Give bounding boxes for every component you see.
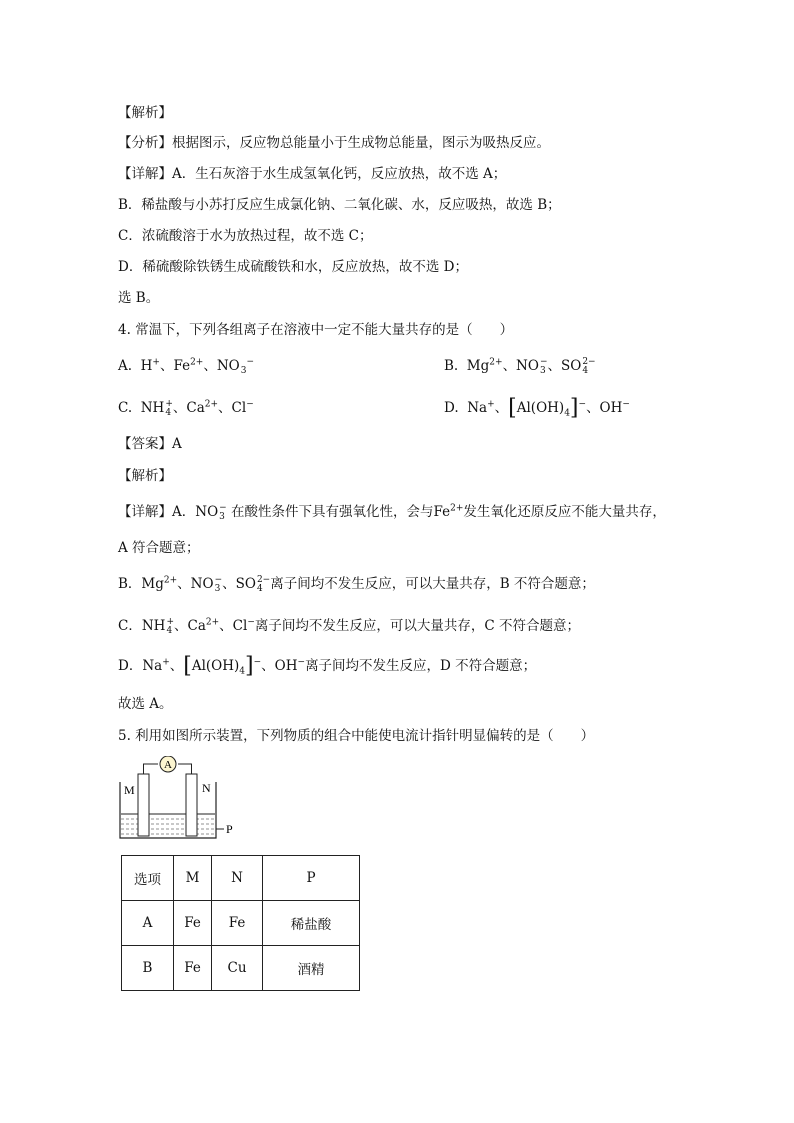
q4-detail-a-cont: A 符合题意；: [118, 540, 200, 556]
electrolyte-liquid: [121, 814, 215, 837]
detail-option-a: 【详解】A．生石灰溶于水生成氢氧化钙，反应放热，故不选 A；: [118, 166, 507, 182]
q4-detail-a: 【详解】A．NO − 3 在酸性条件下具有强氧化性，会与$Fe^{2+}$发生氧化还原反应不能大量共存，: [118, 502, 666, 522]
q4-option-d: D. Na+、$[Al(OH)_4]^-$、OH−: [444, 395, 630, 421]
choose-answer: 选 B。: [118, 290, 160, 306]
table-header: M: [174, 856, 212, 901]
table-header-row: [122, 856, 360, 901]
table-row: [122, 946, 360, 991]
question-4-stem: 4. 常温下，下列各组离子在溶液中一定不能大量共存的是（ ）: [118, 322, 514, 338]
analysis-summary: 【分析】根据图示，反应物总能量小于生成物总能量，图示为吸热反应。: [118, 135, 550, 151]
q4-detail-b: B．$Mg^{2+}$、NO − 3 、SO 2− 4 离子间均不发生反应，可以大量共存，B 不符合题意；: [118, 574, 595, 594]
q4-detail-d: D．Na+、$[Al(OH)_4]^-$、OH−离子间均不发生反应，D 不符合题意；: [118, 653, 537, 679]
detail-option-b: B．稀盐酸与小苏打反应生成氯化钠、二氧化碳、水，反应吸热，故选 B；: [118, 197, 561, 213]
table-cell: 稀盐酸: [263, 901, 360, 946]
q4-analysis-heading: 【解析】: [118, 468, 172, 484]
q4-conclusion: 故选 A。: [118, 696, 173, 712]
table-cell: B: [122, 946, 174, 991]
detail-option-c: C．浓硫酸溶于水为放热过程，故不选 C；: [118, 228, 373, 244]
ammeter-label: A: [164, 759, 172, 771]
table-cell: 酒精: [263, 946, 360, 991]
electrode-n: [186, 774, 197, 836]
label-p: P: [226, 822, 233, 836]
question-5-stem: 5. 利用如图所示装置，下列物质的组合中能使电流计指针明显偏转的是（ ）: [118, 728, 595, 744]
label-n: N: [202, 781, 211, 795]
q4-answer: 【答案】A: [118, 436, 182, 452]
table-header: P: [263, 856, 360, 901]
q5-options-table: [121, 855, 360, 991]
table-cell: Fe: [174, 901, 212, 946]
table-header: N: [212, 856, 263, 901]
table-cell: A: [122, 901, 174, 946]
galvanic-cell-diagram: [118, 756, 248, 846]
table-cell: Fe: [212, 901, 263, 946]
table-header: 选项: [122, 856, 174, 901]
detail-option-d: D．稀硫酸除铁锈生成硫酸铁和水，反应放热，故不选 D；: [118, 259, 468, 275]
table-row: [122, 901, 360, 946]
table-cell: Fe: [174, 946, 212, 991]
q4-option-a: A. H+、$Fe^{2+}$、NO 3 −: [118, 357, 255, 376]
q4-option-c: C. NH + 4 、$Ca^{2+}$、Cl−: [118, 398, 254, 418]
electrode-m: [138, 774, 149, 836]
label-m: M: [124, 783, 135, 797]
table-cell: Cu: [212, 946, 263, 991]
q4-option-b: B. $Mg^{2+}$、NO − 3 、SO 2− 4: [444, 356, 596, 376]
q4-detail-c: C．NH + 4 、$Ca^{2+}$、Cl−离子间均不发生反应，可以大量共存，C 不符合题意；: [118, 616, 580, 636]
analysis-heading: 【解析】: [118, 105, 172, 121]
